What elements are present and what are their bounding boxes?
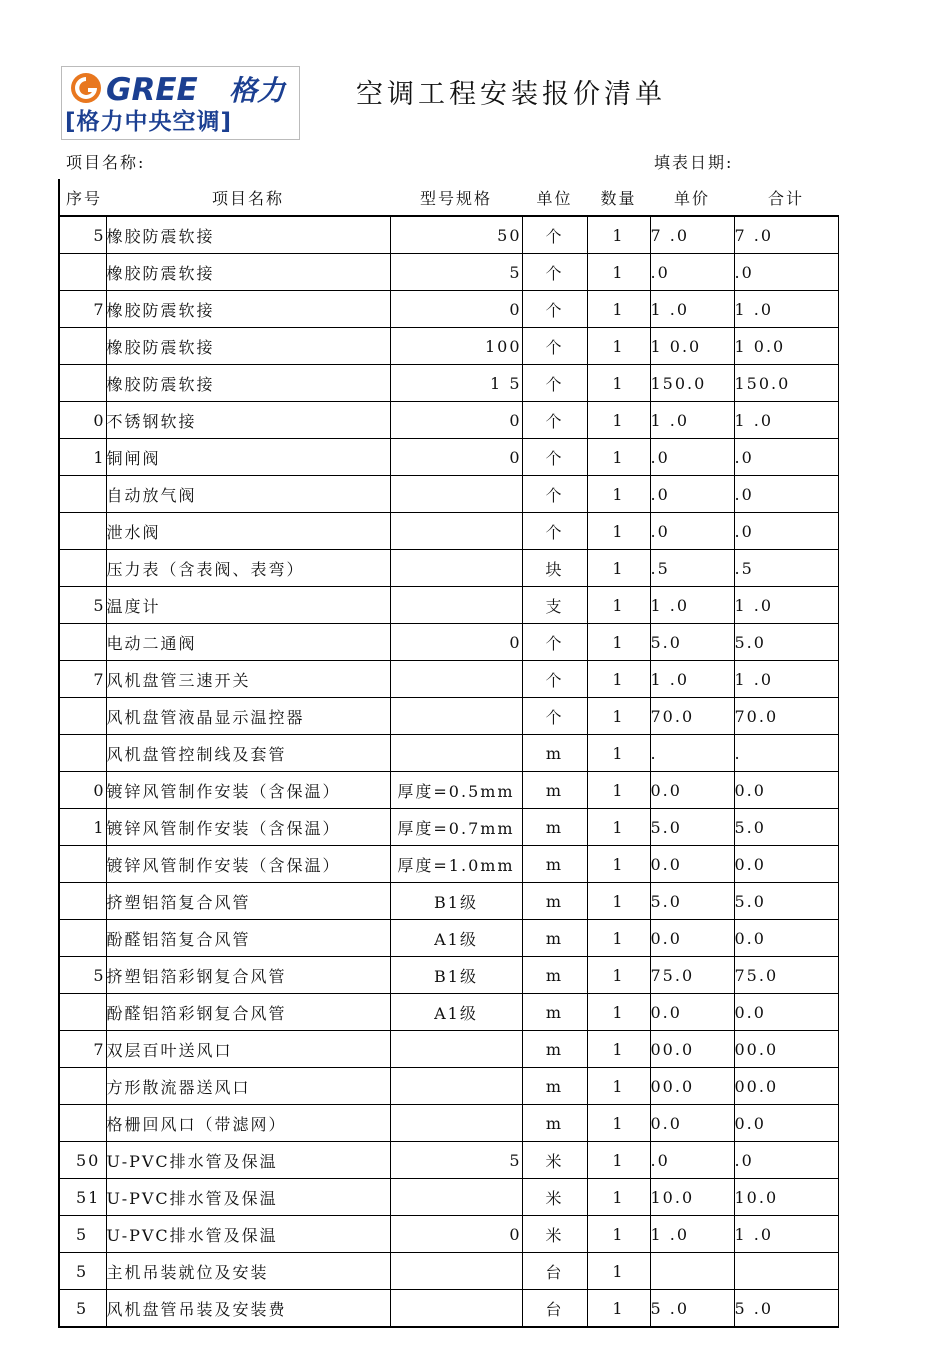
quantity: 1: [587, 624, 650, 661]
gree-logo-mark: [66, 69, 296, 107]
header-unit: 单位: [522, 179, 587, 216]
model-spec: 厚度=1.0mm: [390, 846, 522, 883]
table-row: [59, 698, 838, 735]
item-name: 自动放气阀: [106, 476, 390, 513]
unit: m: [522, 846, 587, 883]
row-total: 1 .0: [734, 661, 838, 698]
quantity: 1: [587, 957, 650, 994]
quantity: 1: [587, 809, 650, 846]
quantity: 1: [587, 439, 650, 476]
project-name-label: 项目名称:: [66, 153, 146, 172]
row-number: 50: [59, 1142, 106, 1179]
quantity: 1: [587, 1253, 650, 1290]
gree-logo-cn: 格力: [229, 74, 286, 107]
model-spec: [390, 476, 522, 513]
model-spec: [390, 1179, 522, 1216]
page-title: 空调工程安装报价清单: [356, 79, 666, 110]
unit: m: [522, 735, 587, 772]
model-spec: [390, 1068, 522, 1105]
unit-price: 1 .0: [650, 661, 734, 698]
item-name: 双层百叶送风口: [106, 1031, 390, 1068]
row-total: .0: [734, 439, 838, 476]
row-number: [59, 1068, 106, 1105]
row-total: 1 0.0: [734, 328, 838, 365]
row-total: 0.0: [734, 846, 838, 883]
quantity: 1: [587, 920, 650, 957]
model-spec: [390, 661, 522, 698]
model-spec: [390, 1290, 522, 1328]
quantity: 1: [587, 1142, 650, 1179]
model-spec: 0: [390, 291, 522, 328]
item-name: 主机吊装就位及安装: [106, 1253, 390, 1290]
quantity: 1: [587, 883, 650, 920]
table-row: [59, 254, 838, 291]
quantity: 1: [587, 365, 650, 402]
gree-logo-wordmark: GREE: [106, 72, 198, 107]
unit: 米: [522, 1216, 587, 1253]
item-name: 方形散流器送风口: [106, 1068, 390, 1105]
row-total: .5: [734, 550, 838, 587]
table-row: [59, 291, 838, 328]
unit: 个: [522, 216, 587, 254]
row-total: 5 .0: [734, 1290, 838, 1328]
unit: 个: [522, 698, 587, 735]
model-spec: 0: [390, 624, 522, 661]
unit: 块: [522, 550, 587, 587]
unit: 支: [522, 587, 587, 624]
model-spec: 5: [390, 1142, 522, 1179]
unit: 个: [522, 328, 587, 365]
unit: m: [522, 1068, 587, 1105]
quantity: 1: [587, 513, 650, 550]
table-row: [59, 1290, 838, 1328]
table-row: [59, 1068, 838, 1105]
unit-price: 5.0: [650, 624, 734, 661]
row-total: 5.0: [734, 624, 838, 661]
quantity: 1: [587, 291, 650, 328]
row-number: 7: [59, 291, 106, 328]
quantity: 1: [587, 1290, 650, 1328]
unit: 个: [522, 513, 587, 550]
unit-price: 150.0: [650, 365, 734, 402]
row-number: 51: [59, 1179, 106, 1216]
unit: 个: [522, 439, 587, 476]
row-total: [734, 1253, 838, 1290]
item-name: 电动二通阀: [106, 624, 390, 661]
table-row: [59, 216, 838, 254]
row-number: 7: [59, 1031, 106, 1068]
model-spec: [390, 550, 522, 587]
item-name: 橡胶防震软接: [106, 365, 390, 402]
table-row: [59, 439, 838, 476]
row-total: 1 .0: [734, 291, 838, 328]
table-row: [59, 994, 838, 1031]
item-name: 镀锌风管制作安装（含保温）: [106, 846, 390, 883]
gree-logo: [61, 66, 300, 140]
quantity: 1: [587, 1031, 650, 1068]
table-row: [59, 1142, 838, 1179]
quotation-table: [58, 179, 839, 1328]
unit: 个: [522, 624, 587, 661]
unit-price: 5.0: [650, 883, 734, 920]
quantity: 1: [587, 698, 650, 735]
row-number: 5: [59, 1253, 106, 1290]
item-name: 酚醛铝箔复合风管: [106, 920, 390, 957]
unit-price: 70.0: [650, 698, 734, 735]
row-number: [59, 365, 106, 402]
unit-price: 5.0: [650, 809, 734, 846]
item-name: 压力表（含表阀、表弯）: [106, 550, 390, 587]
unit-price: 1 .0: [650, 587, 734, 624]
row-number: [59, 698, 106, 735]
model-spec: 50: [390, 216, 522, 254]
row-number: [59, 920, 106, 957]
row-total: 1 .0: [734, 587, 838, 624]
row-number: 7: [59, 661, 106, 698]
table-row: [59, 365, 838, 402]
row-total: 70.0: [734, 698, 838, 735]
row-total: 7 .0: [734, 216, 838, 254]
row-number: 5: [59, 216, 106, 254]
row-number: 1: [59, 809, 106, 846]
model-spec: 1 5: [390, 365, 522, 402]
unit: 个: [522, 402, 587, 439]
row-total: .0: [734, 513, 838, 550]
unit: 台: [522, 1253, 587, 1290]
unit: 个: [522, 476, 587, 513]
model-spec: [390, 513, 522, 550]
model-spec: [390, 1031, 522, 1068]
unit-price: 0.0: [650, 846, 734, 883]
item-name: 挤塑铝箔彩钢复合风管: [106, 957, 390, 994]
row-number: [59, 328, 106, 365]
row-total: 00.0: [734, 1031, 838, 1068]
unit-price: 0.0: [650, 994, 734, 1031]
item-name: 风机盘管吊装及安装费: [106, 1290, 390, 1328]
item-name: 风机盘管三速开关: [106, 661, 390, 698]
unit-price: .0: [650, 1142, 734, 1179]
quantity: 1: [587, 328, 650, 365]
model-spec: 100: [390, 328, 522, 365]
item-name: 风机盘管液晶显示温控器: [106, 698, 390, 735]
header-unit-price: 单价: [650, 179, 734, 216]
unit: m: [522, 883, 587, 920]
unit-price: 1 .0: [650, 291, 734, 328]
model-spec: 0: [390, 439, 522, 476]
row-number: 5: [59, 1216, 106, 1253]
unit-price: [650, 1253, 734, 1290]
model-spec: [390, 1253, 522, 1290]
table-row: [59, 809, 838, 846]
model-spec: A1级: [390, 920, 522, 957]
table-row: [59, 328, 838, 365]
row-total: 1 .0: [734, 402, 838, 439]
table-row: [59, 402, 838, 439]
quantity: 1: [587, 1216, 650, 1253]
table-row: [59, 920, 838, 957]
table-row: [59, 883, 838, 920]
unit-price: 10.0: [650, 1179, 734, 1216]
unit: 台: [522, 1290, 587, 1328]
unit-price: .5: [650, 550, 734, 587]
item-name: 橡胶防震软接: [106, 254, 390, 291]
row-total: .0: [734, 254, 838, 291]
unit-price: .: [650, 735, 734, 772]
item-name: 橡胶防震软接: [106, 291, 390, 328]
table-row: [59, 513, 838, 550]
item-name: U-PVC排水管及保温: [106, 1216, 390, 1253]
model-spec: 0: [390, 1216, 522, 1253]
table-row: [59, 587, 838, 624]
item-name: 格栅回风口（带滤网）: [106, 1105, 390, 1142]
row-number: [59, 883, 106, 920]
row-total: 0.0: [734, 772, 838, 809]
row-number: 5: [59, 957, 106, 994]
item-name: 酚醛铝箔彩钢复合风管: [106, 994, 390, 1031]
quantity: 1: [587, 1105, 650, 1142]
unit-price: 00.0: [650, 1068, 734, 1105]
header-no: 序号: [59, 179, 106, 216]
model-spec: B1级: [390, 957, 522, 994]
row-total: 0.0: [734, 920, 838, 957]
quantity: 1: [587, 1179, 650, 1216]
header-qty: 数量: [587, 179, 650, 216]
header-item-name: 项目名称: [106, 179, 390, 216]
quantity: 1: [587, 1068, 650, 1105]
header-spec: 型号规格: [390, 179, 522, 216]
row-number: [59, 550, 106, 587]
table-row: [59, 1105, 838, 1142]
item-name: 镀锌风管制作安装（含保温）: [106, 772, 390, 809]
item-name: 风机盘管控制线及套管: [106, 735, 390, 772]
row-number: 5: [59, 587, 106, 624]
row-number: [59, 513, 106, 550]
unit: m: [522, 1031, 587, 1068]
quantity: 1: [587, 735, 650, 772]
unit: m: [522, 772, 587, 809]
table-row: [59, 772, 838, 809]
model-spec: [390, 735, 522, 772]
quantity: 1: [587, 402, 650, 439]
row-number: [59, 994, 106, 1031]
quantity: 1: [587, 587, 650, 624]
row-total: 1 .0: [734, 1216, 838, 1253]
row-total: 150.0: [734, 365, 838, 402]
unit: m: [522, 920, 587, 957]
unit: 个: [522, 365, 587, 402]
row-total: .0: [734, 476, 838, 513]
table-row: [59, 476, 838, 513]
unit: 个: [522, 661, 587, 698]
table-header-row: [59, 179, 838, 216]
fill-date-label: 填表日期:: [654, 153, 734, 172]
row-number: [59, 476, 106, 513]
model-spec: 厚度=0.5mm: [390, 772, 522, 809]
unit-price: 0.0: [650, 1105, 734, 1142]
model-spec: B1级: [390, 883, 522, 920]
unit-price: 0.0: [650, 920, 734, 957]
row-number: 1: [59, 439, 106, 476]
table-row: [59, 1253, 838, 1290]
unit: 个: [522, 254, 587, 291]
item-name: 不锈钢软接: [106, 402, 390, 439]
unit-price: .0: [650, 254, 734, 291]
model-spec: 5: [390, 254, 522, 291]
item-name: 铜闸阀: [106, 439, 390, 476]
unit: 米: [522, 1179, 587, 1216]
item-name: U-PVC排水管及保温: [106, 1142, 390, 1179]
unit-price: .0: [650, 476, 734, 513]
row-total: 10.0: [734, 1179, 838, 1216]
item-name: 温度计: [106, 587, 390, 624]
row-total: 5.0: [734, 883, 838, 920]
unit-price: 7 .0: [650, 216, 734, 254]
unit-price: 75.0: [650, 957, 734, 994]
unit-price: .0: [650, 439, 734, 476]
row-number: 0: [59, 772, 106, 809]
table-row: [59, 735, 838, 772]
row-number: [59, 846, 106, 883]
model-spec: 0: [390, 402, 522, 439]
unit: m: [522, 809, 587, 846]
model-spec: [390, 698, 522, 735]
row-total: 5.0: [734, 809, 838, 846]
row-total: 0.0: [734, 994, 838, 1031]
row-number: 5: [59, 1290, 106, 1328]
unit-price: 5 .0: [650, 1290, 734, 1328]
unit-price: 1 .0: [650, 402, 734, 439]
unit: 米: [522, 1142, 587, 1179]
row-total: 00.0: [734, 1068, 838, 1105]
table-row: [59, 957, 838, 994]
row-total: 75.0: [734, 957, 838, 994]
model-spec: [390, 1105, 522, 1142]
quantity: 1: [587, 772, 650, 809]
quantity: 1: [587, 476, 650, 513]
item-name: U-PVC排水管及保温: [106, 1179, 390, 1216]
row-number: [59, 624, 106, 661]
unit: 个: [522, 291, 587, 328]
unit-price: 00.0: [650, 1031, 734, 1068]
row-number: [59, 1105, 106, 1142]
unit: m: [522, 957, 587, 994]
quantity: 1: [587, 661, 650, 698]
row-total: .: [734, 735, 838, 772]
header-total: 合计: [734, 179, 838, 216]
quantity: 1: [587, 846, 650, 883]
item-name: 泄水阀: [106, 513, 390, 550]
table-row: [59, 661, 838, 698]
quantity: 1: [587, 254, 650, 291]
unit-price: 1 0.0: [650, 328, 734, 365]
model-spec: [390, 587, 522, 624]
table-row: [59, 1216, 838, 1253]
model-spec: A1级: [390, 994, 522, 1031]
row-total: 0.0: [734, 1105, 838, 1142]
unit-price: 0.0: [650, 772, 734, 809]
item-name: 橡胶防震软接: [106, 328, 390, 365]
quantity: 1: [587, 994, 650, 1031]
item-name: 挤塑铝箔复合风管: [106, 883, 390, 920]
model-spec: 厚度=0.7mm: [390, 809, 522, 846]
table-row: [59, 1179, 838, 1216]
row-number: [59, 735, 106, 772]
unit-price: 1 .0: [650, 1216, 734, 1253]
row-number: [59, 254, 106, 291]
gree-logo-subtitle: [格力中央空调]: [65, 109, 233, 135]
item-name: 橡胶防震软接: [106, 216, 390, 254]
row-number: 0: [59, 402, 106, 439]
row-total: .0: [734, 1142, 838, 1179]
unit: m: [522, 994, 587, 1031]
quantity: 1: [587, 216, 650, 254]
unit: m: [522, 1105, 587, 1142]
item-name: 镀锌风管制作安装（含保温）: [106, 809, 390, 846]
unit-price: .0: [650, 513, 734, 550]
table-row: [59, 846, 838, 883]
quantity: 1: [587, 550, 650, 587]
table-row: [59, 1031, 838, 1068]
table-row: [59, 624, 838, 661]
table-row: [59, 550, 838, 587]
